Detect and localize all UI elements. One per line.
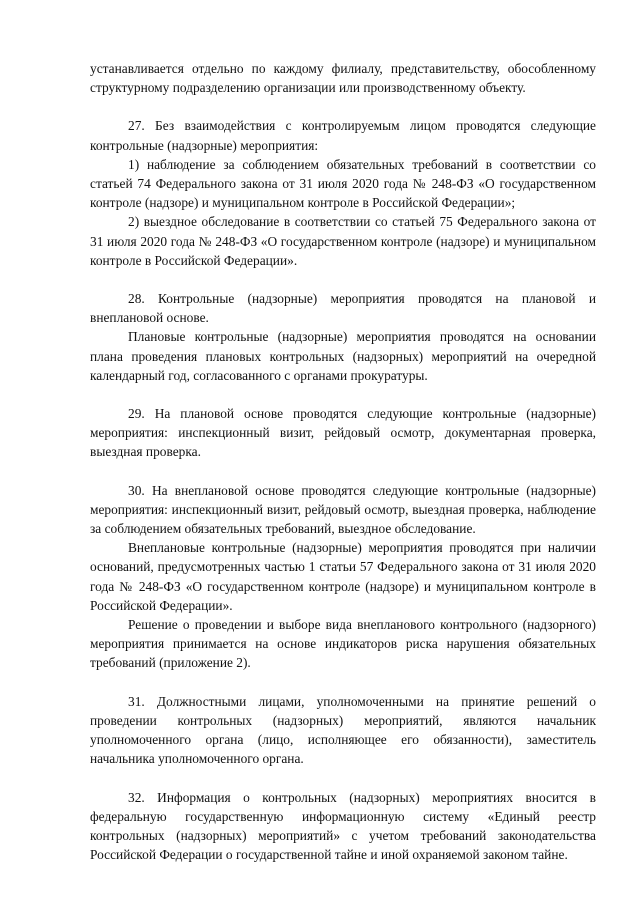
- paragraph-27: 27. Без взаимодействия с контролируемым лицом проводятся следующие контрольные (надзорные) мероприятия:: [90, 118, 596, 153]
- paragraph-30-unplanned: Внеплановые контрольные (надзорные) мероприятия проводятся при наличии оснований, предусмотренных частью 1 статьи 57 Федерального закона от 31 июля 2020 года № 248-ФЗ «О государственном контроле (надзоре) и муниципальном контроле в Российской Федерации».: [90, 540, 596, 613]
- paragraph-28-planned: Плановые контрольные (надзорные) мероприятия проводятся на основании плана проведения плановых контрольных (надзорных) мероприятий на очередной календарный год, согласованного с органами прокуратуры.: [90, 329, 596, 383]
- document-page: [90, 59, 596, 864]
- paragraph-28: 28. Контрольные (надзорные) мероприятия проводятся на плановой и внеплановой основе.: [90, 291, 596, 326]
- paragraph-continuation: устанавливается отдельно по каждому филиалу, представительству, обособленному структурному подразделению организации или производственному объекту.: [90, 61, 596, 96]
- paragraph-32: 32. Информация о контрольных (надзорных) мероприятиях вносится в федеральную государственную информационную систему «Единый реестр контрольных (надзорных) мероприятий» с учетом требований законодательства Российской Федерации о государственной тайне и иной охраняемой законом тайне.: [90, 789, 596, 863]
- paragraph-27-item-1: 1) наблюдение за соблюдением обязательных требований в соответствии со статьей 74 Федерального закона от 31 июля 2020 года № 248-ФЗ «О государственном контроле (надзоре) и муниципальном контроле в Российской Федерации»;: [90, 156, 596, 211]
- paragraph-31: 31. Должностными лицами, уполномоченными на принятие решений о проведении контрольных (надзорных) мероприятий, являются начальник уполномоченного органа (лицо, исполняющее его обязанности), заместитель начальника уполномоченного органа.: [90, 693, 596, 767]
- paragraph-27-item-2: 2) выездное обследование в соответствии со статьей 75 Федерального закона от 31 июля 2020 года № 248-ФЗ «О государственном контроле (надзоре) и муниципальном контроле в Российской Федерации».: [90, 214, 596, 268]
- paragraph-30-decision: Решение о проведении и выборе вида внепланового контрольного (надзорного) мероприятия принимается на основе индикаторов риска нарушения обязательных требований (приложение 2).: [90, 617, 596, 671]
- paragraph-29: 29. На плановой основе проводятся следующие контрольные (надзорные) мероприятия: инспекционный визит, рейдовый осмотр, документарная проверка, выездная проверка.: [90, 406, 596, 460]
- paragraph-30: 30. На внеплановой основе проводятся следующие контрольные (надзорные) мероприятия: инспекционный визит, рейдовый осмотр, выездная проверка, наблюдение за соблюдением обязательных требований, выездное обследование.: [90, 482, 596, 537]
